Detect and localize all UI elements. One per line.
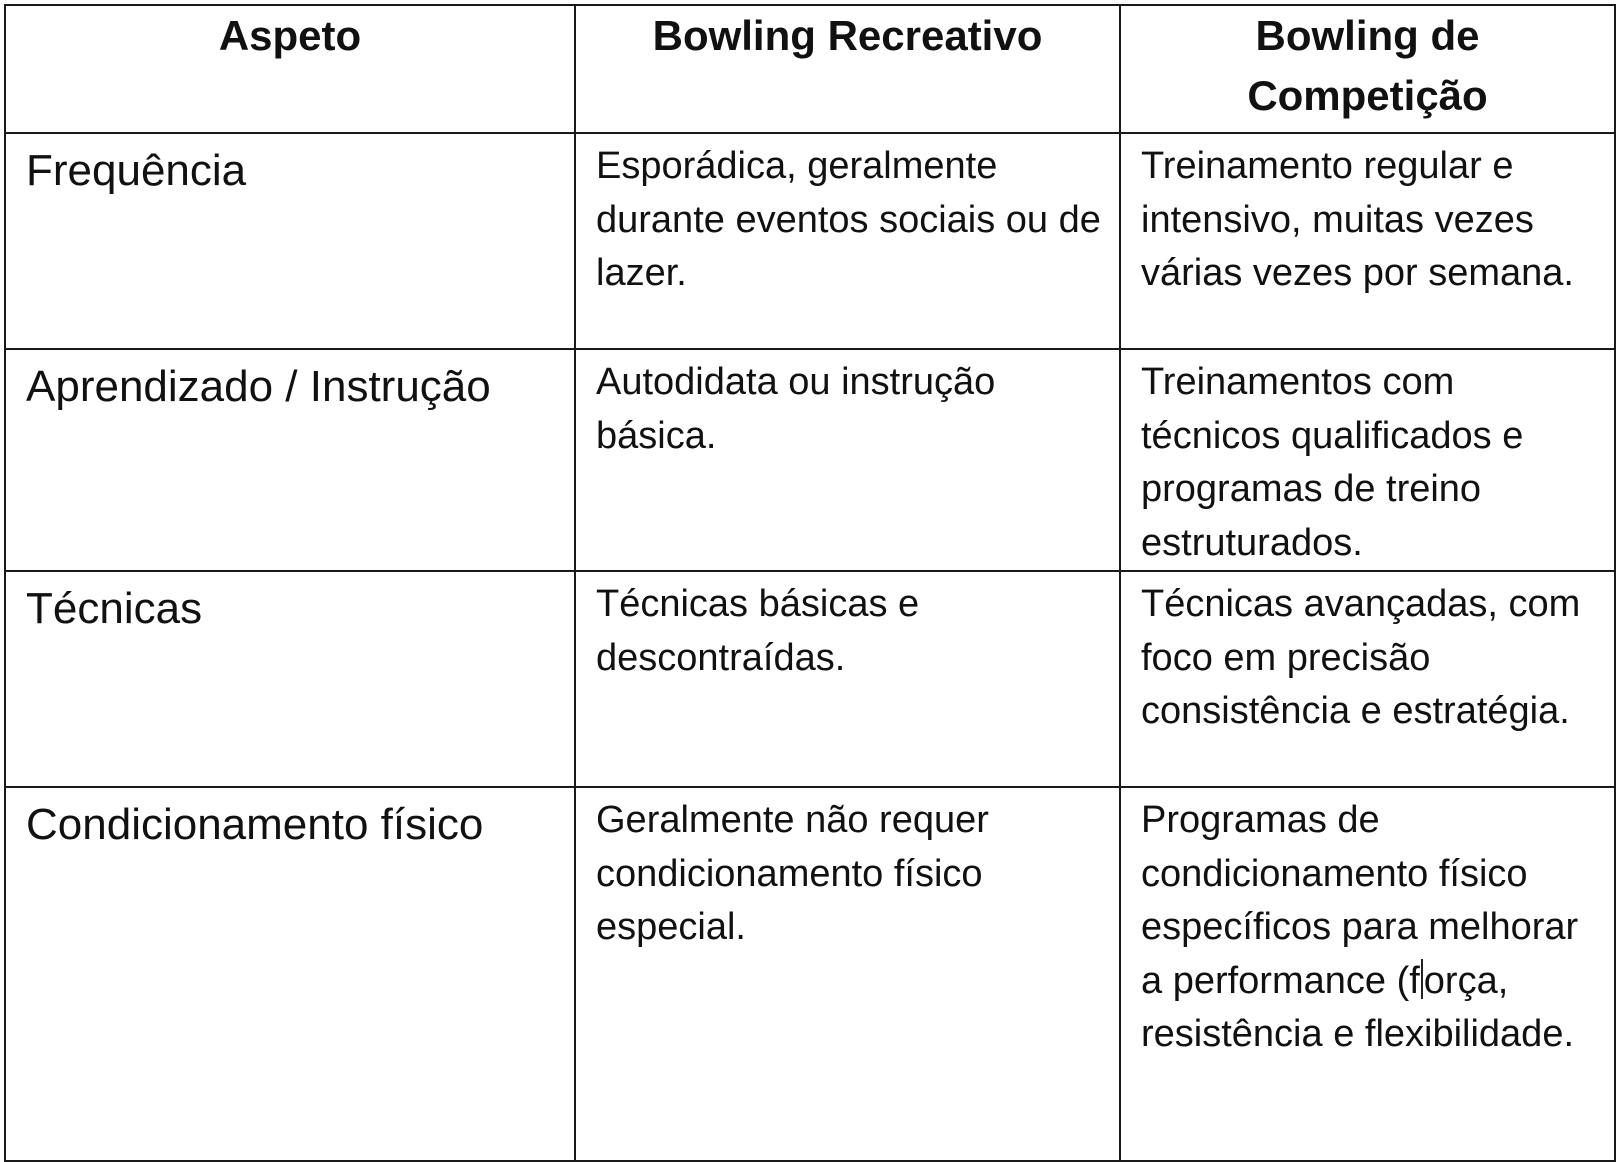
recreational-techniques: Técnicas básicas e descontraídas. bbox=[596, 583, 920, 679]
text-cursor-caret bbox=[1421, 959, 1423, 999]
comparison-table bbox=[4, 4, 1616, 1162]
cell-competition[interactable] bbox=[1120, 787, 1615, 1161]
header-competition-label: Bowling de Competição bbox=[1247, 12, 1488, 119]
header-recreational-label: Bowling Recreativo bbox=[652, 12, 1043, 59]
recreational-conditioning: Geralmente não requer condicionamento físico especial. bbox=[596, 799, 989, 948]
cell-recreational bbox=[575, 349, 1120, 571]
cell-competition bbox=[1120, 133, 1615, 349]
cell-aspect bbox=[5, 571, 575, 787]
competition-conditioning[interactable] bbox=[1121, 788, 1614, 1062]
cell-aspect bbox=[5, 787, 575, 1161]
header-aspect-label: Aspeto bbox=[218, 12, 362, 59]
cell-aspect bbox=[5, 133, 575, 349]
aspect-learning: Aprendizado / Instrução bbox=[26, 362, 491, 411]
cell-competition bbox=[1120, 349, 1615, 571]
recreational-frequency: Esporádica, geralmente durante eventos sociais ou de lazer. bbox=[596, 145, 1101, 294]
competition-conditioning-part1: Programas de condicionamento físico específicos para melhorar a performance (f bbox=[1141, 799, 1579, 1002]
aspect-techniques: Técnicas bbox=[26, 584, 203, 633]
header-competition bbox=[1120, 5, 1615, 133]
cell-recreational bbox=[575, 133, 1120, 349]
table-row bbox=[5, 571, 1615, 787]
cell-aspect bbox=[5, 349, 575, 571]
recreational-learning: Autodidata ou instrução básica. bbox=[596, 361, 996, 457]
table-row bbox=[5, 349, 1615, 571]
competition-learning: Treinamentos com técnicos qualificados e programas de treino estruturados. bbox=[1141, 361, 1524, 564]
cell-recreational bbox=[575, 787, 1120, 1161]
competition-techniques: Técnicas avançadas, com foco em precisão consistência e estratégia. bbox=[1141, 583, 1581, 732]
table-row bbox=[5, 133, 1615, 349]
cell-competition bbox=[1120, 571, 1615, 787]
aspect-frequency: Frequência bbox=[26, 146, 247, 195]
competition-frequency: Treinamento regular e intensivo, muitas vezes várias vezes por semana. bbox=[1141, 145, 1574, 294]
header-row bbox=[5, 5, 1615, 133]
header-aspect bbox=[5, 5, 575, 133]
cell-recreational bbox=[575, 571, 1120, 787]
header-recreational bbox=[575, 5, 1120, 133]
aspect-conditioning: Condicionamento físico bbox=[26, 800, 484, 849]
competition-conditioning-part2: orça, resistência e flexibilidade. bbox=[1141, 959, 1575, 1055]
table-row bbox=[5, 787, 1615, 1161]
